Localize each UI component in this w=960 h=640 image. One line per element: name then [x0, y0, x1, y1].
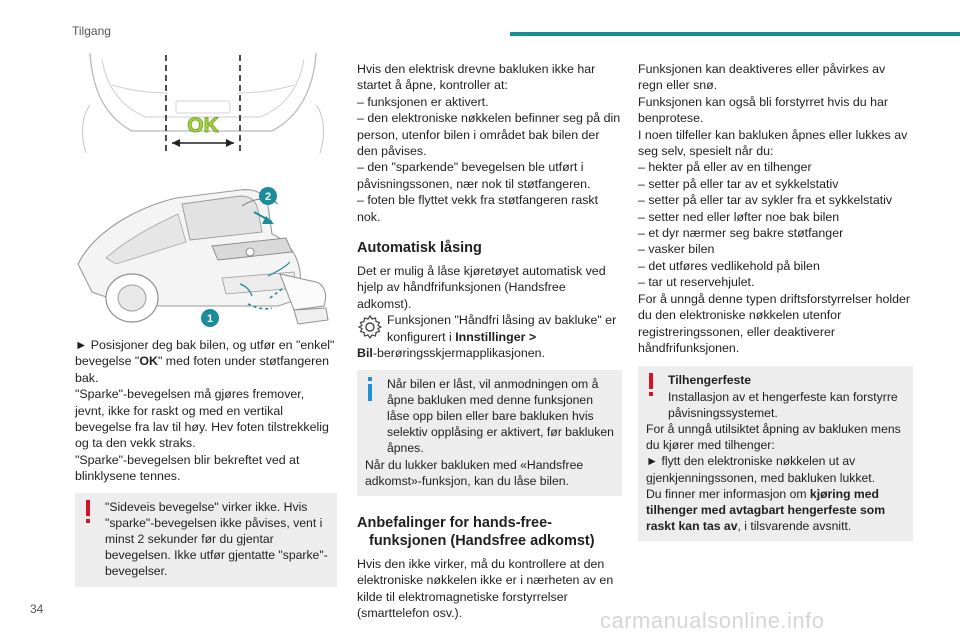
- avoid-note: For å unngå denne typen driftsforstyrrelser holder du den elektroniske nøkkelen utenfor registreringssonen, eller deaktiverer håndfrifunksjonen.: [638, 291, 911, 355]
- case-item: – setter på eller tar av sykler fra et sykkelstativ: [638, 193, 893, 208]
- case-item: – tar ut reservehjulet.: [638, 275, 755, 290]
- case-item: – det utføres vedlikehold på bilen: [638, 258, 820, 273]
- header-accent-bar: [510, 32, 960, 36]
- warning-step-bullet: ►: [646, 454, 659, 469]
- auto-lock-text: Det er mulig å låse kjøretøyet automatisk ved hjelp av håndfrifunksjonen (Handsfree adkomst).: [357, 264, 606, 311]
- section-title: Tilgang: [72, 24, 111, 38]
- gesture-confirmation: "Sparke"-bevegelsen blir bekreftet ved at blinklysene tennes.: [75, 452, 300, 484]
- warning-text-towbar-1: Installasjon av et hengerfeste kan forstyrre påvisningssystemet.: [668, 389, 898, 420]
- info-text-1: Når bilen er låst, vil anmodningen om å åpne bakluken med denne funksjonen låse opp bilen eller bare bakluken hvis selektiv opplåsing er aktivert, før bakluken åpnes.: [387, 376, 614, 456]
- info-icon: [365, 377, 375, 401]
- setting-text-b: -berøringsskjermapplikasjonen.: [372, 346, 546, 361]
- column-2: [357, 61, 622, 622]
- more-info-text-a: Du finner mer informasjon om: [646, 486, 810, 501]
- step-text-a: Posisjoner deg bak bilen, og utfør en "enkel" bevegelse ": [75, 338, 335, 369]
- step-bold: OK: [139, 354, 158, 369]
- warning-more-info: [646, 486, 905, 535]
- step-instruction: [75, 337, 337, 386]
- case-item: – hekter på eller av en tilhenger: [638, 160, 812, 175]
- check-intro: Hvis den elektrisk drevne bakluken ikke har startet å åpne, kontroller at:: [357, 62, 596, 93]
- ok-badge: OK: [187, 114, 219, 137]
- case-item: – vasker bilen: [638, 242, 715, 257]
- towbar-title: Tilhengerfeste: [668, 373, 752, 388]
- bumper-illustration: [72, 45, 334, 163]
- warning-box-towbar: [638, 366, 913, 541]
- weather-note: Funksjonen kan deaktiveres eller påvirkes av regn eller snø.: [638, 62, 886, 93]
- setting-block: [357, 312, 622, 345]
- callout-label-1: 1: [206, 313, 214, 325]
- recommendation-text: Hvis den ikke virker, må du kontrollere at den elektroniske nøkkelen ikke er i nærheten av en kilde til elektromagnetiske forstyrrelser (smarttelefon osv.).: [357, 556, 614, 621]
- setting-text: [387, 312, 622, 345]
- case-item: – setter på eller tar av et sykkelstativ: [638, 176, 839, 191]
- gear-icon: [357, 314, 383, 340]
- check-item: – den elektroniske nøkkelen befinner seg på din person, utenfor bilen i området bak bilen der den påvises.: [357, 111, 621, 159]
- warning-step-text: flytt den elektroniske nøkkelen ut av gjenkjenningssonen, med bakluken lukket.: [646, 454, 876, 485]
- check-item: – funksjonen er aktivert.: [357, 94, 489, 109]
- warning-step: [646, 453, 905, 485]
- column-1: [75, 337, 337, 587]
- case-item: – setter ned eller løfter noe bak bilen: [638, 209, 840, 224]
- column-3: [638, 61, 913, 541]
- check-item: – foten ble flyttet vekk fra støtfangeren raskt nok.: [357, 193, 599, 224]
- more-info-text-b: , i tilsvarende avsnitt.: [737, 519, 852, 534]
- step-bullet: ►: [75, 338, 88, 352]
- prosthesis-note: Funksjonen kan også bli forstyrret hvis du har benprotese.: [638, 94, 889, 126]
- heading-auto-lock: Automatisk låsing: [357, 240, 482, 257]
- figure-car-rear: [72, 180, 334, 330]
- warning-icon: [83, 500, 93, 524]
- info-text-2: Når du lukker bakluken med «Handsfree adkomst»-funksjon, kan du låse bilen.: [365, 457, 584, 488]
- info-box-lock: [357, 370, 622, 496]
- page-number: 34: [30, 602, 44, 616]
- case-item: – et dyr nærmer seg bakre støtfanger: [638, 226, 844, 241]
- setting-path-car: Bil: [357, 346, 373, 361]
- warning-text-towbar-2: For å unngå utilsiktet åpning av bakluken mens du kjører med tilhenger:: [646, 421, 901, 453]
- car-rear-illustration: [72, 180, 334, 330]
- warning-title-towbar: [646, 372, 905, 388]
- callout-label-2: 2: [264, 191, 272, 203]
- cases-intro: I noen tilfeller kan bakluken åpnes eller lukkes av seg selv, spesielt når du:: [638, 127, 908, 159]
- heading-recommendations: [357, 514, 622, 550]
- warning-icon: [646, 373, 656, 397]
- figure-ok-gesture: [72, 45, 334, 163]
- step-text-b: " med foten under støtfangeren bak.: [75, 354, 330, 385]
- heading-reco-line-2: funksjonen (Handsfree adkomst): [369, 532, 595, 549]
- heading-reco-line-1: Anbefalinger for hands-free-: [357, 514, 552, 531]
- setting-text-cont: [357, 345, 622, 361]
- watermark: carmanualsonline.info: [600, 608, 825, 633]
- setting-path-settings: Innstillinger >: [455, 329, 537, 344]
- more-info-bold: kjøring med tilhenger med avtagbart hengerfeste som raskt kan tas av: [646, 486, 886, 534]
- warning-box-gesture: [75, 493, 337, 587]
- setting-text-a: Funksjonen "Håndfri låsing av bakluke" er konfigurert i: [387, 313, 617, 344]
- check-item: – den "sparkende" bevegelsen ble utført i påvisningssonen, nær nok til støtfangeren.: [357, 160, 591, 191]
- warning-text-gesture: "Sideveis bevegelse" virker ikke. Hvis "sparke"-bevegelsen ikke påvises, vent i minst 2 sekunder før du gjentar bevegelsen. Ikke utfør gjentatte "sparke"-bevegelser.: [105, 499, 328, 579]
- gesture-description: "Sparke"-bevegelsen må gjøres fremover, jevnt, ikke for raskt og med en vertikal bevegelse fra lav til høy. Hev foten tilstrekkelig og ta den vekk straks.: [75, 387, 329, 451]
